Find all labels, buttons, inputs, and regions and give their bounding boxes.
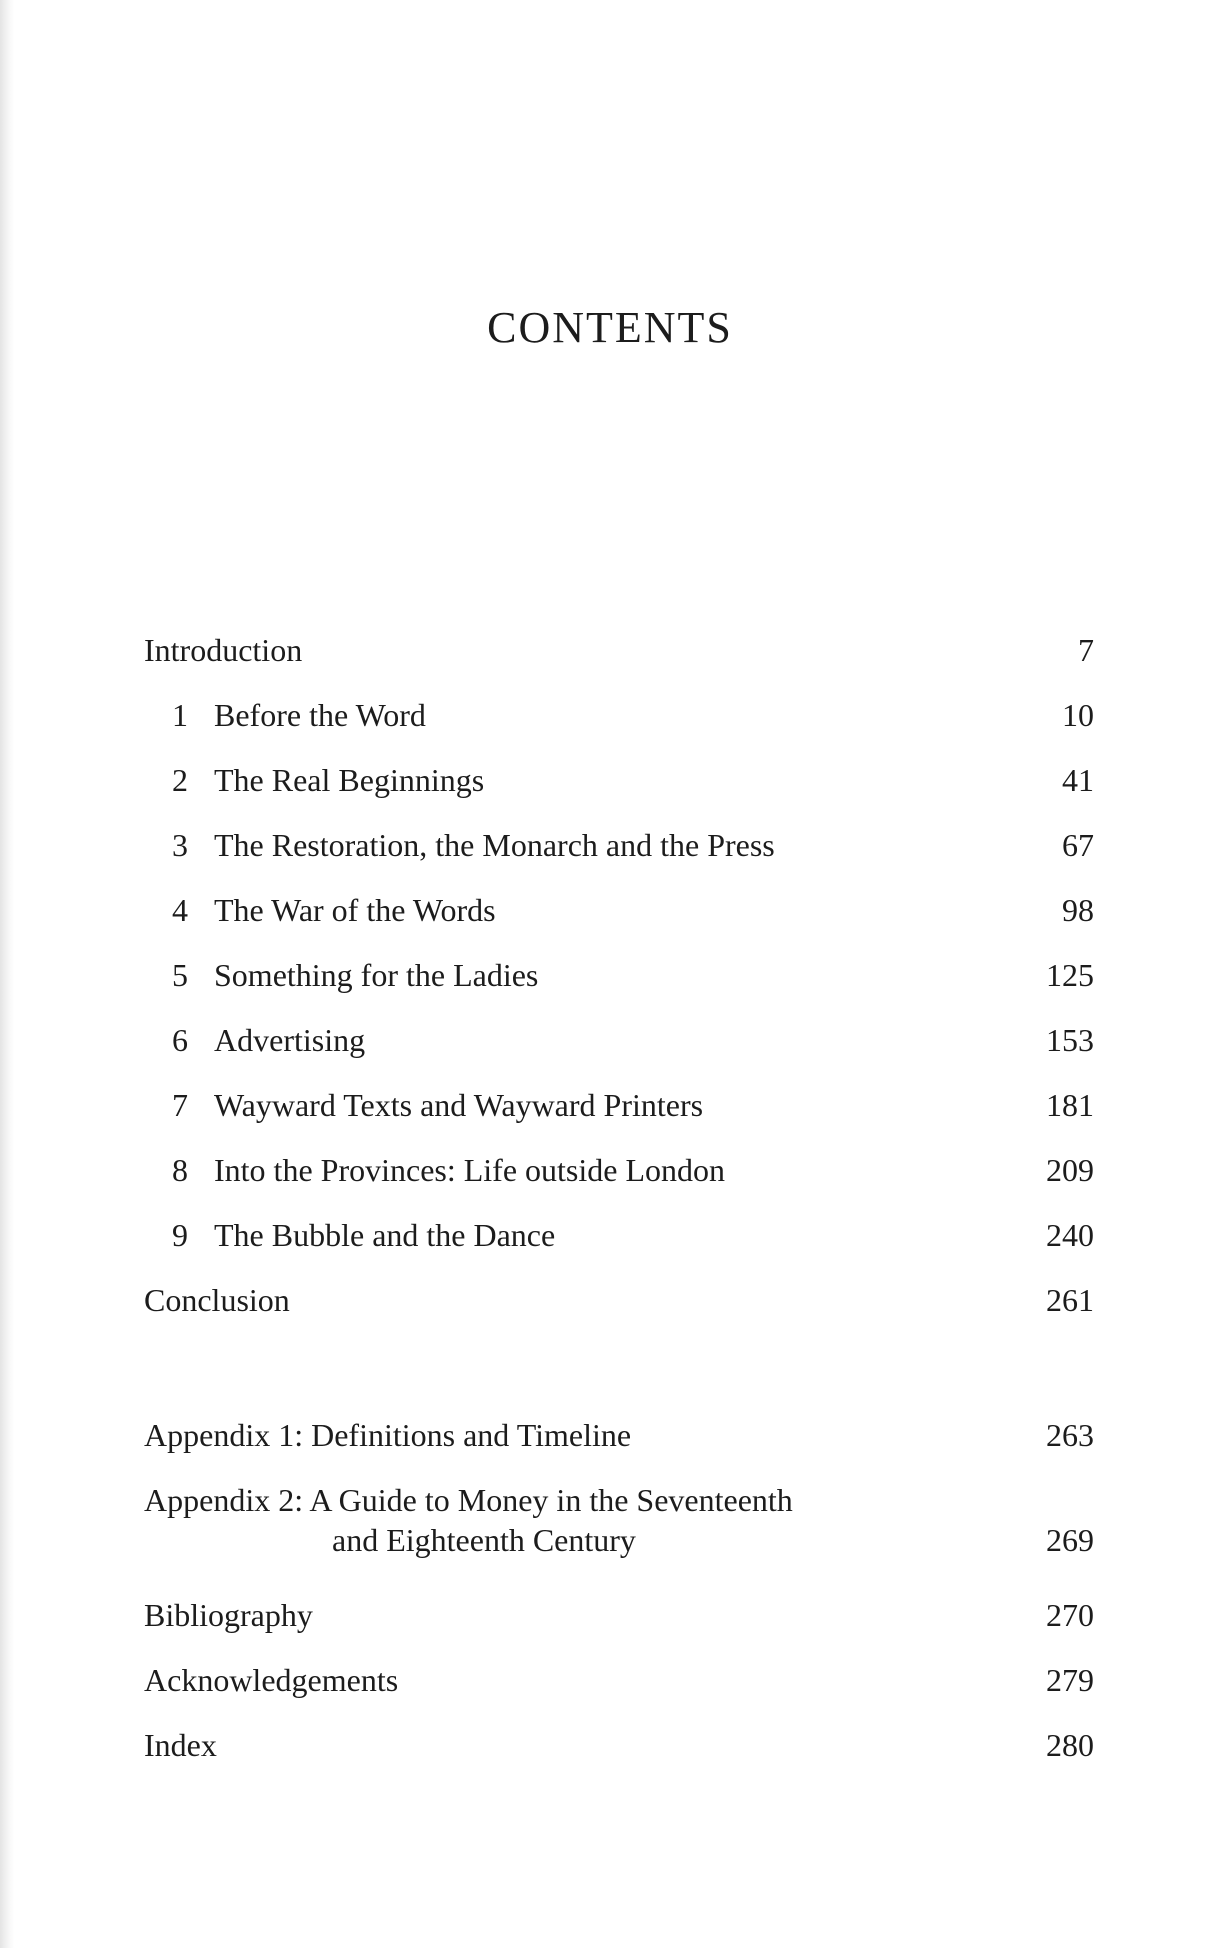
entry-page-number: 153 <box>1046 1022 1094 1058</box>
entry-page-number: 125 <box>1046 957 1094 993</box>
entry-title: Introduction <box>144 632 303 668</box>
entry-page-number: 280 <box>1046 1727 1094 1763</box>
entry-title: The Real Beginnings <box>214 762 485 798</box>
entry-title: The Restoration, the Monarch and the Press <box>214 827 775 863</box>
entry-page-number: 240 <box>1046 1217 1094 1253</box>
toc-entry-acknowledgements[interactable] <box>144 1650 1094 1715</box>
chapter-number: 1 <box>172 697 188 733</box>
entry-title-continuation: and Eighteenth Century <box>332 1522 636 1558</box>
chapter-number: 2 <box>172 762 188 798</box>
entry-page-number: 269 <box>1046 1522 1094 1558</box>
entry-page-number: 209 <box>1046 1152 1094 1188</box>
entry-title: Index <box>144 1727 217 1763</box>
entry-page-number: 41 <box>1062 762 1094 798</box>
entry-page-number: 7 <box>1078 632 1094 668</box>
toc-entry-chapter[interactable] <box>144 880 1094 945</box>
entry-title: Appendix 2: A Guide to Money in the Seventeenth <box>144 1482 793 1518</box>
toc-entry-chapter[interactable] <box>144 685 1094 750</box>
toc-entry-chapter[interactable] <box>144 1010 1094 1075</box>
toc-entry-introduction[interactable] <box>144 620 1094 685</box>
entry-title: Acknowledgements <box>144 1662 399 1698</box>
entry-page-number: 67 <box>1062 827 1094 863</box>
entry-page-number: 263 <box>1046 1417 1094 1453</box>
entry-page-number: 270 <box>1046 1597 1094 1633</box>
entry-title: The Bubble and the Dance <box>214 1217 556 1253</box>
entry-title: Before the Word <box>214 697 426 733</box>
section-spacer <box>144 1335 1094 1405</box>
entry-title: Appendix 1: Definitions and Timeline <box>144 1417 632 1453</box>
toc-entry-index[interactable] <box>144 1715 1094 1780</box>
table-of-contents <box>144 620 1094 1780</box>
entry-title: Advertising <box>214 1022 366 1058</box>
entry-title: Bibliography <box>144 1597 313 1633</box>
entry-title: The War of the Words <box>214 892 496 928</box>
chapter-number: 7 <box>172 1087 188 1123</box>
entry-page-number: 10 <box>1062 697 1094 733</box>
toc-entry-appendix-2[interactable] <box>144 1470 1094 1585</box>
entry-page-number: 261 <box>1046 1282 1094 1318</box>
toc-entry-bibliography[interactable] <box>144 1585 1094 1650</box>
chapter-number: 9 <box>172 1217 188 1253</box>
toc-entry-appendix-1[interactable] <box>144 1405 1094 1470</box>
toc-entry-chapter[interactable] <box>144 750 1094 815</box>
entry-page-number: 279 <box>1046 1662 1094 1698</box>
toc-entry-chapter[interactable] <box>144 1140 1094 1205</box>
chapter-number: 5 <box>172 957 188 993</box>
toc-entry-chapter[interactable] <box>144 815 1094 880</box>
chapter-number: 4 <box>172 892 188 928</box>
entry-title: Conclusion <box>144 1282 290 1318</box>
chapter-number: 3 <box>172 827 188 863</box>
page-title: CONTENTS <box>487 303 733 352</box>
chapter-number: 6 <box>172 1022 188 1058</box>
toc-entry-chapter[interactable] <box>144 945 1094 1010</box>
entry-title: Something for the Ladies <box>214 957 539 993</box>
toc-entry-chapter[interactable] <box>144 1205 1094 1270</box>
toc-entry-conclusion[interactable] <box>144 1270 1094 1335</box>
entry-title: Into the Provinces: Life outside London <box>214 1152 726 1188</box>
page-edge-shadow <box>0 0 14 1948</box>
entry-title: Wayward Texts and Wayward Printers <box>214 1087 704 1123</box>
chapter-number: 8 <box>172 1152 188 1188</box>
entry-page-number: 181 <box>1046 1087 1094 1123</box>
toc-entry-chapter[interactable] <box>144 1075 1094 1140</box>
entry-page-number: 98 <box>1062 892 1094 928</box>
